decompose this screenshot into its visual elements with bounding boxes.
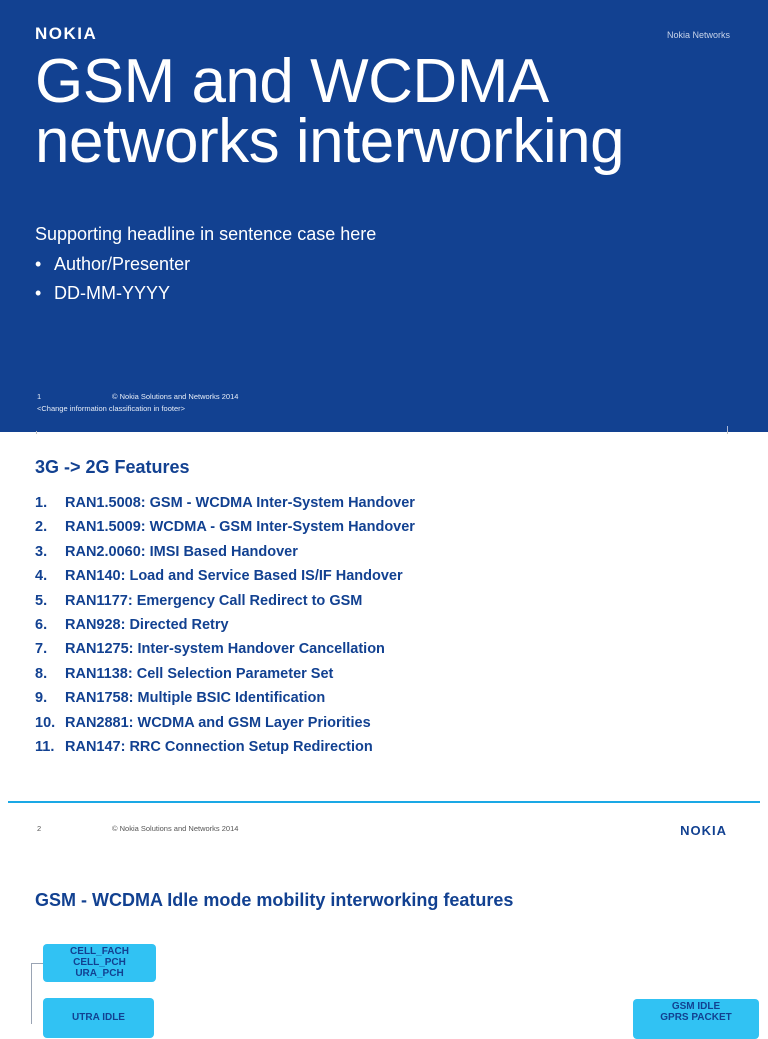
item-text: RAN1138: Cell Selection Parameter Set	[65, 665, 334, 682]
presenter-info-list	[35, 253, 190, 311]
slide1-footer	[37, 391, 238, 415]
diagram-heading: GSM - WCDMA Idle mode mobility interworking features	[35, 890, 514, 910]
list-item	[35, 567, 415, 591]
utra-idle-state-box	[43, 998, 154, 1038]
state-label: UTRA IDLE	[72, 1012, 125, 1023]
state-label: GPRS PACKET	[660, 1012, 732, 1023]
slide-title	[35, 47, 755, 176]
list-item	[35, 616, 415, 640]
item-number: 1.	[35, 495, 48, 511]
item-text: RAN1177: Emergency Call Redirect to GSM	[65, 592, 363, 609]
section-heading: 3G -> 2G Features	[35, 457, 190, 477]
item-text: RAN2.0060: IMSI Based Handover	[65, 543, 298, 560]
slide2-footer	[37, 824, 238, 833]
item-number: 2.	[35, 519, 48, 536]
item-number: 4.	[35, 568, 48, 585]
item-text: RAN2881: WCDMA and GSM Layer Priorities	[65, 714, 371, 731]
item-text: RAN147: RRC Connection Setup Redirection	[65, 738, 373, 755]
gsm-idle-state-box	[633, 999, 759, 1039]
item-number: 8.	[35, 665, 48, 682]
item-number: 10.	[35, 714, 56, 731]
state-label: URA_PCH	[75, 968, 124, 979]
brand-label: Nokia Networks	[666, 30, 730, 40]
item-number: 9.	[35, 690, 48, 707]
item-text: RAN1.5009: WCDMA - GSM Inter-System Handover	[65, 519, 415, 536]
connected-state-box	[43, 944, 156, 982]
list-item	[35, 494, 415, 518]
feature-list	[35, 494, 415, 762]
page-number: 1	[37, 392, 42, 401]
list-item	[35, 640, 415, 664]
date-bullet: • DD-MM-YYYY	[35, 282, 190, 311]
item-number: 11.	[35, 738, 55, 755]
item-text: RAN1275: Inter-system Handover Cancellation	[65, 641, 385, 658]
corner-mark	[36, 431, 37, 434]
item-number: 6.	[35, 616, 48, 633]
item-text: RAN140: Load and Service Based IS/IF Handover	[65, 568, 403, 585]
corner-mark	[727, 431, 728, 434]
title-slide	[0, 0, 768, 432]
classification-note: <Change information classification in footer>	[37, 404, 186, 413]
footer-divider	[8, 801, 760, 803]
item-text: RAN1758: Multiple BSIC Identification	[65, 690, 326, 707]
supporting-headline: Supporting headline in sentence case here	[35, 224, 377, 244]
item-text: RAN1.5008: GSM - WCDMA Inter-System Handover	[65, 495, 415, 511]
page-number: 2	[37, 824, 42, 833]
title-line-1: GSM and WCDMA	[35, 47, 549, 116]
list-item	[35, 714, 415, 738]
nokia-logo: NOKIA	[680, 823, 727, 838]
list-item	[35, 518, 415, 542]
list-item	[35, 689, 415, 713]
state-label: CELL_PCH	[73, 957, 126, 968]
item-number: 5.	[35, 592, 48, 609]
presenter-bullet: • Author/Presenter	[35, 253, 190, 282]
item-text: RAN928: Directed Retry	[65, 616, 229, 633]
nokia-logo: NOKIA	[35, 24, 98, 43]
list-item	[35, 738, 415, 762]
item-number: 7.	[35, 641, 48, 658]
list-item	[35, 665, 415, 689]
state-label: CELL_FACH	[70, 946, 129, 957]
list-item	[35, 592, 415, 616]
copyright: © Nokia Solutions and Networks 2014	[112, 392, 239, 401]
title-line-2: networks interworking	[35, 107, 625, 176]
copyright: © Nokia Solutions and Networks 2014	[112, 824, 239, 833]
features-slide	[0, 432, 768, 1024]
state-label: GSM IDLE	[671, 1001, 721, 1012]
item-number: 3.	[35, 543, 48, 560]
list-item	[35, 543, 415, 567]
state-connector	[31, 963, 43, 1024]
